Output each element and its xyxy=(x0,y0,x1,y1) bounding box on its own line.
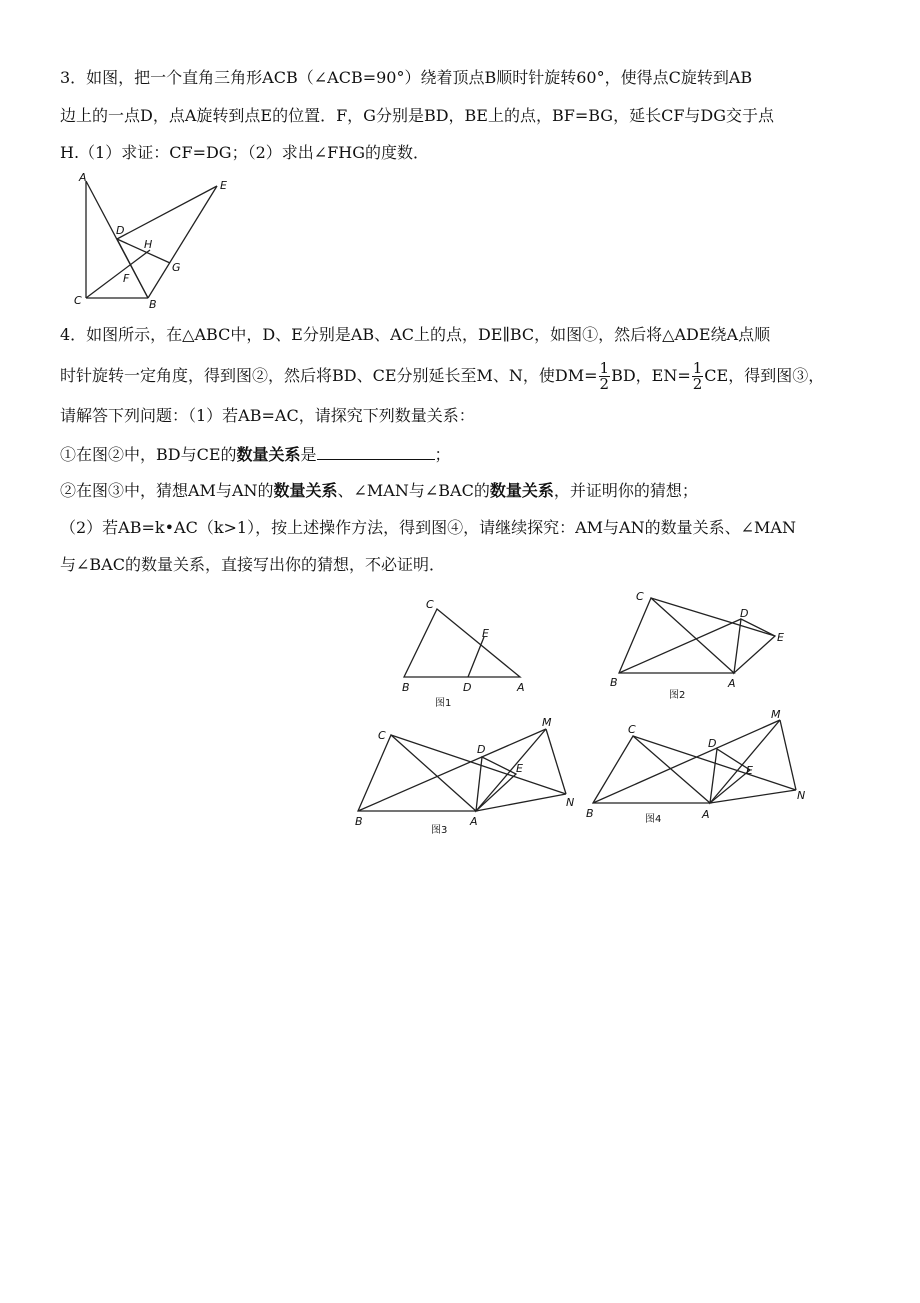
triangle-ABC xyxy=(404,609,520,677)
problem4-line4-a: ①在图②中，BD与CE的 xyxy=(60,445,237,464)
label-B: B xyxy=(402,681,410,694)
problem4-line2-c: CE，得到图③， xyxy=(704,366,825,385)
label-N: N xyxy=(797,789,806,802)
label-A: A xyxy=(517,681,525,694)
label-H: H xyxy=(144,238,153,251)
segment-BD xyxy=(619,619,741,673)
segment-DE xyxy=(468,637,484,677)
triangle-ABC xyxy=(619,598,734,673)
figure-1 xyxy=(402,598,525,709)
problem4-line4-b: 是 xyxy=(300,445,317,464)
triangle-ADE xyxy=(734,619,775,673)
problem4-line1: 4．如图所示，在△ABC中，D、E分别是AB、AC上的点，DE∥BC，如图①，然后将△ADE绕A点顺 xyxy=(60,325,771,344)
figure-3 xyxy=(355,716,574,836)
segment-MN xyxy=(546,729,566,794)
figure-4-caption: 图4 xyxy=(645,814,662,825)
label-D: D xyxy=(463,681,472,694)
label-N: N xyxy=(566,796,575,809)
problem4-line4-end: ； xyxy=(434,445,451,464)
problem4-line5-b: 、∠MAN与∠BAC的 xyxy=(337,481,490,500)
label-B: B xyxy=(355,815,363,828)
problem4-line3: 请解答下列问题：（1）若AB=AC，请探究下列数量关系： xyxy=(60,406,475,425)
segment-CE xyxy=(651,598,775,636)
label-D: D xyxy=(740,607,749,620)
label-B: B xyxy=(586,807,594,820)
figure-4 xyxy=(586,708,805,825)
problem4-line5-a: ②在图③中，猜想AM与AN的 xyxy=(60,481,274,500)
label-G: G xyxy=(172,261,181,274)
figure-2-caption: 图2 xyxy=(669,690,686,701)
problem4-line4-bold: 数量关系 xyxy=(236,445,301,464)
figure-2 xyxy=(610,590,784,701)
label-C: C xyxy=(636,590,644,603)
problem4-line6: （2）若AB=k•AC（k>1），按上述操作方法，得到图④，请继续探究：AM与AN的数量关系、∠MAN xyxy=(60,518,796,537)
problem4-line5-c: ，并证明你的猜想； xyxy=(553,481,698,500)
label-A: A xyxy=(470,815,478,828)
problem4-line5-bold2: 数量关系 xyxy=(489,481,554,500)
label-E: E xyxy=(482,627,489,640)
segment-AN xyxy=(476,794,566,811)
label-C: C xyxy=(378,729,386,742)
triangle-ABC xyxy=(593,736,710,803)
problem4-line5-bold1: 数量关系 xyxy=(273,481,338,500)
label-D: D xyxy=(116,224,125,237)
problem3-line2: 边上的一点D，点A旋转到点E的位置．F，G分别是BD，BE上的点，BF=BG，延长CF与DG交于点 xyxy=(60,106,775,125)
label-D: D xyxy=(708,737,717,750)
fraction-numerator: 1 xyxy=(599,359,610,377)
fraction-denominator: 2 xyxy=(692,375,703,393)
label-C: C xyxy=(74,294,82,307)
label-D: D xyxy=(477,743,486,756)
label-E: E xyxy=(746,764,753,777)
problem3-line3: H.（1）求证：CF=DG；（2）求出∠FHG的度数． xyxy=(60,143,430,162)
label-C: C xyxy=(426,598,434,611)
label-B: B xyxy=(149,298,157,311)
problem4-line2-b: BD，EN= xyxy=(611,366,691,385)
figure-3-caption: 图3 xyxy=(431,825,448,836)
label-A: A xyxy=(79,171,87,184)
label-E: E xyxy=(777,631,784,644)
segment-AM xyxy=(710,720,780,803)
label-F: F xyxy=(123,272,130,285)
fraction-numerator: 1 xyxy=(692,359,703,377)
label-M: M xyxy=(771,708,781,721)
label-M: M xyxy=(542,716,552,729)
segment-BM xyxy=(593,720,780,803)
fraction-denominator: 2 xyxy=(599,375,610,393)
label-C: C xyxy=(628,723,636,736)
label-E: E xyxy=(516,762,523,775)
problem3-line1: 3．如图，把一个直角三角形ACB（∠ACB=90°）绕着顶点B顺时针旋转60°，使得点C旋转到AB xyxy=(60,68,753,87)
problem4-line7: 与∠BAC的数量关系，直接写出你的猜想，不必证明． xyxy=(60,555,445,574)
figure-1-caption: 图1 xyxy=(435,698,452,709)
problem4-line2-a: 时针旋转一定角度，得到图②，然后将BD、CE分别延长至M、N，使DM= xyxy=(60,366,598,385)
segment-MN xyxy=(780,720,796,790)
segment-AM xyxy=(476,729,546,811)
label-B: B xyxy=(610,676,618,689)
label-E: E xyxy=(220,179,227,192)
label-A: A xyxy=(728,677,736,690)
label-A: A xyxy=(702,808,710,821)
triangle-ABC xyxy=(358,735,476,811)
